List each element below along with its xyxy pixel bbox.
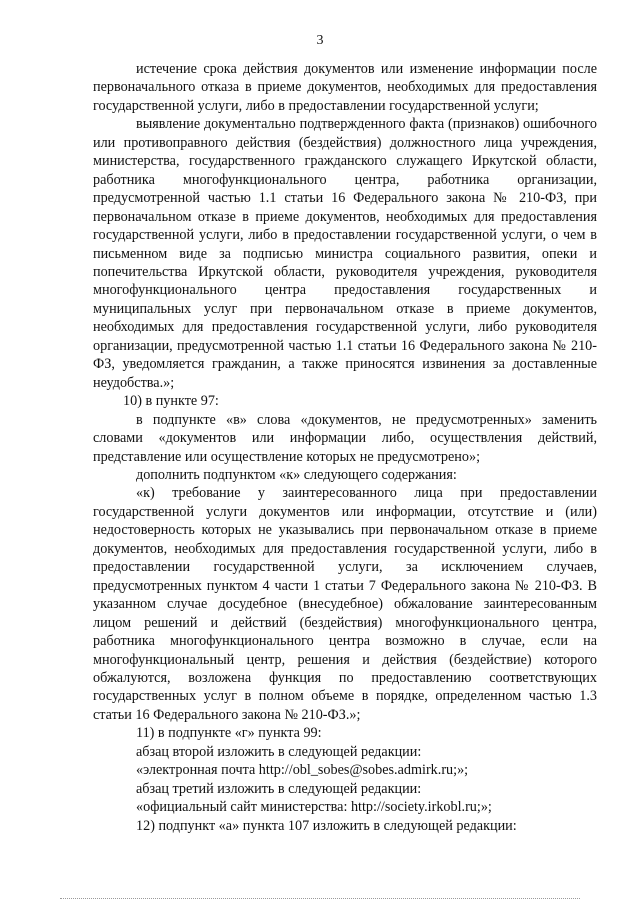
bottom-divider [60, 898, 580, 899]
paragraph-item-11: 11) в подпункте «г» пункта 99: [136, 725, 322, 742]
paragraph-expiry: истечение срока действия документов или изменение информации после первоначального отказа в приеме документов, необходимых для предоставления государственной услуги, либо в предоставлении государственной услуги; [93, 61, 597, 114]
paragraph-add-subitem-k: дополнить подпунктом «к» следующего содержания: [136, 466, 457, 483]
document-body [93, 60, 597, 835]
paragraph-subitem-v: в подпункте «в» слова «документов, не предусмотренных» заменить словами «документов или информации либо, осуществления действий, представление или осуществление которых не предусмотрено»; [93, 411, 597, 465]
paragraph-error-fact: выявление документально подтвержденного факта (признаков) ошибочного или противоправного действия (бездействия) должностного лица учреждения, министерства, государственного гражданского служащего Иркутской области, работника многофункционального центра, работника организации, предусмотренной частью 1.1 статьи 16 Федерального закона № 210-ФЗ, при первоначальном отказе в приеме документов, необходимых для предоставления государственной услуги, либо в предоставлении государственной услуги, о чем в письменном виде за подписью министра социального развития, опеки и попечительства Иркутской области, руководителя учреждения, руководителя многофункционального центра предоставления государственных и муниципальных услуг при первоначальном отказе в приеме документов, необходимых для предоставления государственной услуги, либо руководителя организации, предусмотренной частью 1.1 статьи 16 Федерального закона № 210-ФЗ, уведомляется гражданин, а также приносятся извинения за доставленные неудобства.»; [93, 116, 597, 391]
paragraph-second-abzac: абзац второй изложить в следующей редакции: [136, 743, 422, 760]
paragraph-item-12: 12) подпункт «а» пункта 107 изложить в следующей редакции: [136, 817, 517, 834]
paragraph-item-10: 10) в пункте 97: [123, 393, 219, 410]
paragraph-subitem-k-text: «к) требование у заинтересованного лица при предоставлении государственной услуги документов или информации, отсутствие и (или) недостоверность которых не указывались при первоначальном отказе в приеме документов, необходимых для предоставления государственной услуги, либо в предоставлении государственной услуги, за исключением случаев, предусмотренных пунктом 4 части 1 статьи 7 Федерального закона № 210-ФЗ. В указанном случае досудебное (внесудебное) обжалование заинтересованным лицом решений и действий (бездействия) многофункционального центра, работника многофункционального центра возможно в случае, если на многофункциональный центр, решения и действия (бездействие) которого обжалуются, возложена функция по предоставлению соответствующих государственных услуг в полном объеме в порядке, определенном частью 1.3 статьи 16 Федерального закона № 210-ФЗ.»; [93, 485, 597, 723]
paragraph-website: «официальный сайт министерства: http://society.irkobl.ru;»; [136, 799, 492, 816]
page-number: 3 [316, 33, 324, 48]
paragraph-email: «электронная почта http://obl_sobes@sobes.admirk.ru;»; [136, 762, 469, 779]
paragraph-third-abzac: абзац третий изложить в следующей редакции: [136, 780, 422, 797]
